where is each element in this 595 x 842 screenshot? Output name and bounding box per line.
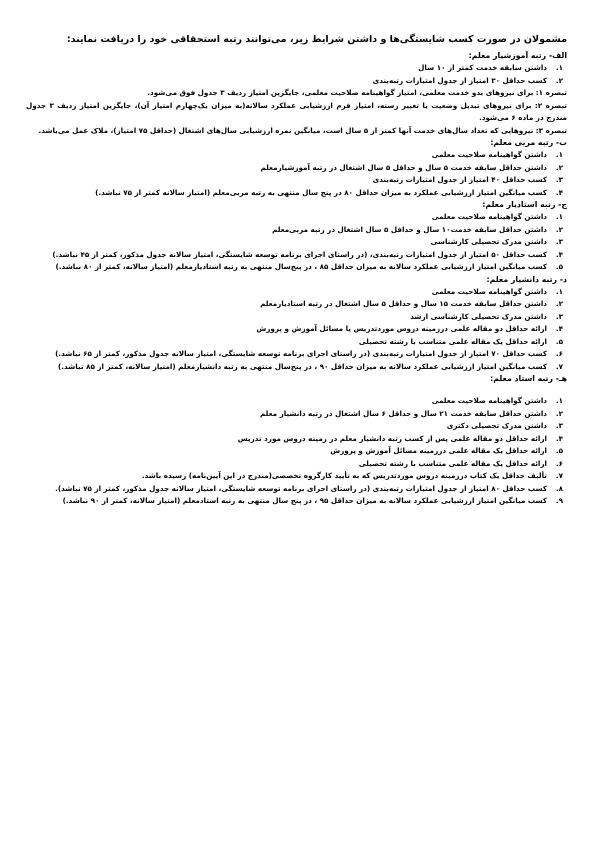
item-text: داشتن مدرک تحصیلی دکتری <box>446 421 547 430</box>
item-number: ۱. <box>555 396 563 405</box>
list-item <box>26 495 567 508</box>
list-item <box>26 162 567 175</box>
item-number: ۶. <box>555 458 563 468</box>
list-item <box>26 348 567 361</box>
item-text: داشتن مدرک تحصیلی کارشناسی <box>430 237 547 246</box>
list-item <box>26 470 567 483</box>
item-text: داشتن حداقل سابقه خدمت۱۰ سال و حداقل ۵ سال اشتغال در رتبه مربی‌معلم <box>272 224 547 234</box>
item-text: داشتن گواهینامه صلاحیت معلمی <box>431 150 547 159</box>
list-item <box>26 62 567 75</box>
item-text: ارائه حداقل یک مقاله علمی متناسب با رشته تحصیلی <box>358 458 547 468</box>
item-text: کسب حداقل ۵۰ امتیاز از جدول امتیازات رتبه‌بندی، (در راستای اجرای برنامه توسعه شایستگی، امتیاز سالانه جدول مذکور، کمتر از ۴۵ نباشد.) <box>52 249 547 259</box>
item-number: ۱. <box>555 63 563 72</box>
item-number: ۷. <box>555 471 563 480</box>
list-item <box>26 75 567 88</box>
list-item <box>26 408 567 421</box>
item-number: ۹. <box>555 496 563 505</box>
item-number: ۱. <box>555 212 563 221</box>
item-number: ۵. <box>555 262 563 271</box>
item-number: ۱. <box>555 286 563 296</box>
item-text: ارائه حداقل دو مقاله علمی درزمینه دروس موردتدریس یا مسائل آموزش و پرورش <box>256 324 547 333</box>
list-item <box>26 211 567 224</box>
item-text: کسب حداقل ۷۰ امتیاز از جدول امتیازات رتبه‌بندی (در راستای اجرای برنامه توسعه شایستگی، امتیاز سالانه جدول مذکور، کمتر از ۶۵ نباشد.) <box>55 349 547 358</box>
list-item <box>26 174 567 187</box>
list-item <box>26 458 567 471</box>
item-number: ۳. <box>555 421 563 430</box>
list-item <box>26 298 567 311</box>
section-heading-e: هـ- رتبه استاد معلم: <box>490 374 567 383</box>
section-heading-b: ب- رتبه مربی معلم: <box>490 138 567 147</box>
list-item <box>26 149 567 162</box>
note-2: تبصره ۲: برای نیروهای تبدیل وضعیت یا تغییر رسته، امتیاز فرم ارزشیابی عملکرد سالانه(به میزان یک‌چهارم امتیاز آن)، جایگزین امتیاز ردیف ۳ جدول مندرج در ماده ۶ می‌شود. <box>26 100 568 122</box>
list-item <box>26 483 567 496</box>
item-number: ۲. <box>555 408 563 418</box>
section-list-a <box>26 62 567 87</box>
list-item <box>26 261 567 274</box>
note-3: تبصره ۳: نیروهایی که تعداد سال‌های خدمت آنها کمتر از ۵ سال است، میانگین نمره ارزشیابی سال‌های اشتغال (حداقل ۷۵ امتیاز)، ملاک عمل می‌باشد. <box>38 125 567 135</box>
item-number: ۲. <box>555 162 563 172</box>
item-number: ۳. <box>555 311 563 321</box>
item-number: ۳. <box>555 237 563 246</box>
item-number: ۵. <box>555 446 563 455</box>
item-number: ۷. <box>555 361 563 371</box>
document-title: مشمولان در صورت کسب شایستگی‌ها و داشتن شرایط زیر، می‌توانند رتبه استحقاقی خود را دریافت نمایند: <box>66 34 567 45</box>
item-text: ارائه حداقل یک مقاله علمی متناسب با رشته تحصیلی <box>358 336 547 346</box>
item-text: کسب میانگین امتیاز ارزشیابی عملکرد به میزان حداقل ۸۰ در پنج سال منتهی به رتبه مربی‌معلم (امتیاز سالانه کمتر از ۷۵ نباشد.) <box>95 187 547 197</box>
section-list-e <box>26 395 567 508</box>
item-number: ۸. <box>555 483 563 493</box>
list-item <box>26 361 567 374</box>
item-number: ۱. <box>555 150 563 159</box>
note-1: تبصره ۱: برای نیروهای بدو خدمت معلمی، امتیاز گواهینامه صلاحیت معلمی، جایگزین امتیاز ردیف ۳ جدول فوق می‌شود. <box>147 88 567 97</box>
item-text: کسب میانگین امتیاز ارزشیابی عملکرد سالانه به میزان حداقل ۸۵ ، در پنج‌سال منتهی به رتبه استادیارمعلم (امتیاز سالانه، کمتر از ۸۰ نباشد.) <box>55 262 547 271</box>
item-text: ارائه حداقل یک مقاله علمی درزمینه مسائل آموزش و پرورش <box>330 446 547 455</box>
list-item <box>26 249 567 262</box>
item-text: داشتن حداقل سابقه خدمت ۲۱ سال و حداقل ۶ سال اشتغال در رتبه دانشیار معلم <box>260 408 547 418</box>
list-item <box>26 311 567 324</box>
item-number: ۴. <box>555 433 563 443</box>
list-item <box>26 286 567 299</box>
item-text: کسب حداقل ۴۰ امتیاز از جدول امتیازات رتبه‌بندی <box>372 175 547 184</box>
item-text: ارائه حداقل دو مقاله علمی پس از کسب رتبه دانشیار معلم در زمینه دروس مورد تدریس <box>237 433 547 443</box>
list-item <box>26 236 567 249</box>
item-number: ۴. <box>555 249 563 259</box>
section-heading-d: د- رتبه دانشیار معلم: <box>486 274 567 284</box>
item-text: داشتن حداقل سابقه خدمت ۱۵ سال و حداقل ۵ سال اشتغال در رتبه استادیارمعلم <box>260 299 547 308</box>
item-text: کسب میانگین امتیاز ارزشیابی عملکرد سالانه به میزان حداقل ۹۰ ، در پنج‌سال منتهی به رتبه دانشیارمعلم (امتیاز سالانه، کمتر از ۸۵ نباشد.) <box>57 361 547 371</box>
list-item <box>26 323 567 336</box>
list-item <box>26 395 567 408</box>
item-text: داشتن مدرک تحصیلی کارشناسی ارشد <box>410 311 547 321</box>
item-text: کسب حداقل ۸۰ امتیاز از جدول امتیازات رتبه‌بندی (در راستای اجرای برنامه توسعه شایستگی، امتیاز سالانه جدول مذکور، کمتر از ۷۵ نباشد). <box>55 483 547 493</box>
item-number: ۲. <box>555 75 563 85</box>
item-number: ۲. <box>555 224 563 234</box>
item-number: ۴. <box>555 324 563 333</box>
item-text: داشتن سابقه خدمت کمتر از ۱۰ سال <box>418 63 547 72</box>
section-heading-a: الف- رتبه آموزشیار معلم: <box>468 51 567 60</box>
list-item <box>26 420 567 433</box>
section-list-b <box>26 149 567 199</box>
item-text: داشتن گواهینامه صلاحیت معلمی <box>431 286 547 296</box>
item-text: داشتن حداقل سابقه خدمت ۵ سال و حداقل ۵ سال اشتغال در رتبه آموزشیارمعلم <box>260 162 547 172</box>
list-item <box>26 336 567 349</box>
item-text: داشتن گواهینامه صلاحیت معلمی <box>431 396 547 405</box>
item-number: ۶. <box>555 349 563 358</box>
document-body <box>26 33 567 508</box>
item-number: ۲. <box>555 299 563 308</box>
item-text: تألیف حداقل یک کتاب درزمینه دروس موردتدریس که به تأیید کارگروه تخصصی(مندرج در این آیین‌نامه) رسیده باشد. <box>141 471 547 480</box>
item-number: ۵. <box>555 336 563 346</box>
spacer <box>26 385 567 395</box>
list-item <box>26 224 567 237</box>
list-item <box>26 187 567 200</box>
section-heading-c: ج- رتبه استادیار معلم: <box>482 200 567 209</box>
item-text: کسب میانگین امتیاز ارزشیابی عملکرد سالانه به میزان حداقل ۹۵ ، در پنج سال منتهی به رتبه استادمعلم (امتیاز سالانه، کمتر از ۹۰ نباشد.) <box>62 496 547 505</box>
list-item <box>26 433 567 446</box>
list-item <box>26 445 567 458</box>
item-text: کسب حداقل ۳۰ امتیاز از جدول امتیازات رتبه‌بندی <box>372 75 547 85</box>
item-text: داشتن گواهینامه صلاحیت معلمی <box>431 212 547 221</box>
item-number: ۳. <box>555 175 563 184</box>
section-list-d <box>26 286 567 374</box>
item-number: ۴. <box>555 187 563 197</box>
section-list-c <box>26 211 567 274</box>
